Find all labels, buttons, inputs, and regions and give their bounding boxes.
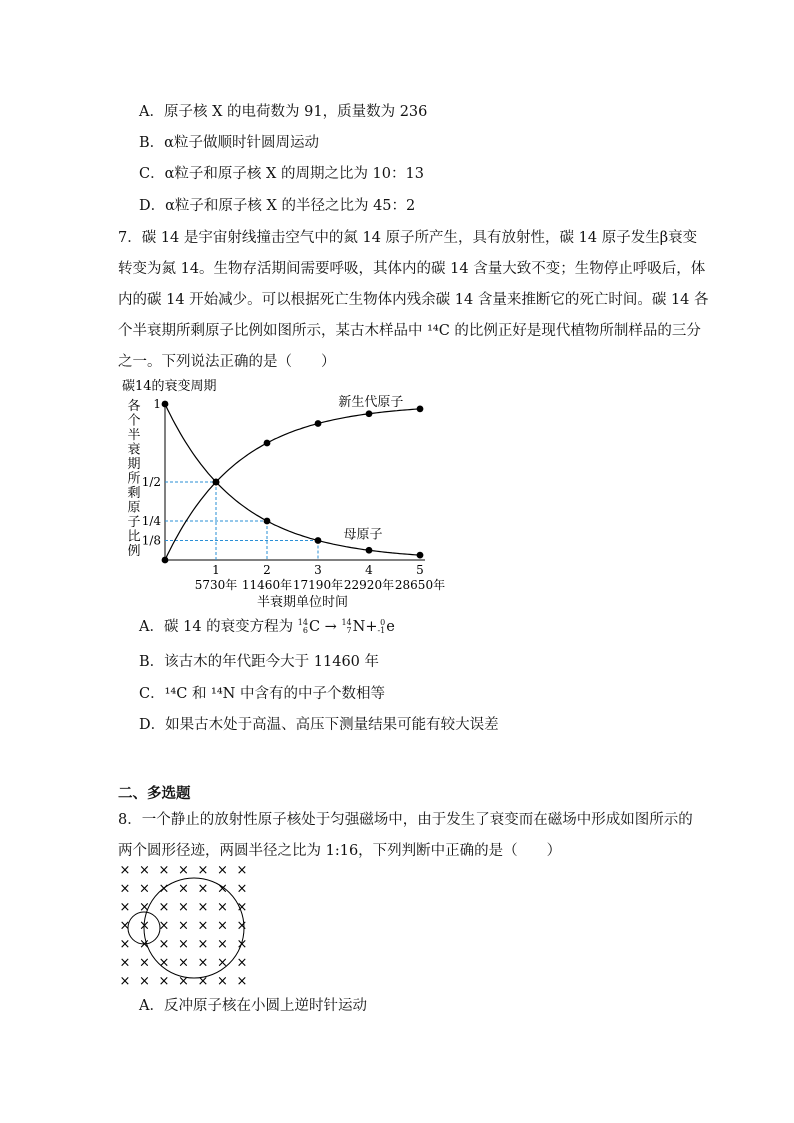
x-year-label: 28650年 [394, 578, 446, 592]
x-tick-label: 5 [416, 563, 424, 577]
field-cross: × [197, 974, 209, 989]
y-tick-label: 1/8 [141, 533, 161, 548]
x-year-label: 22920年 [343, 578, 395, 592]
field-cross: × [236, 974, 248, 989]
y-label-char: 原 [127, 500, 141, 516]
field-cross: × [217, 937, 228, 952]
field-cross: × [236, 900, 248, 915]
field-cross: × [197, 863, 209, 878]
q7-stem-line-2: 转变为氮 14。生物存活期间需要呼吸，其体内的碳 14 含量大致不变；生物停止呼吸后，体 [118, 261, 706, 277]
q6-option-d: D．α粒子和原子核 X 的半径之比为 45：2 [139, 198, 416, 214]
y-label-char: 所 [127, 471, 141, 487]
daughter-point [366, 410, 373, 417]
field-cross: × [119, 900, 131, 915]
field-cross: × [217, 863, 228, 878]
parent-point [264, 518, 271, 525]
field-cross: × [217, 900, 228, 915]
daughter-point [315, 420, 322, 427]
chart-title: 碳14的衰变周期 [122, 379, 217, 394]
q7-stem-line-5: 之一。下列说法正确的是（ ） [118, 354, 336, 370]
field-cross: × [119, 955, 131, 971]
field-cross: × [139, 900, 150, 915]
y-label-char: 半 [127, 428, 141, 443]
field-cross: × [178, 863, 189, 878]
field-cross: × [178, 955, 189, 971]
parent-point [417, 552, 424, 559]
parent-point [162, 401, 169, 408]
y-label-char: 期 [127, 457, 141, 472]
field-cross: × [178, 881, 189, 897]
daughter-point [213, 479, 220, 486]
y-label-char: 个 [127, 413, 141, 429]
section-title: 二、多选题 [118, 785, 191, 802]
y-tick-label: 1/4 [141, 514, 161, 528]
field-cross: × [158, 974, 170, 989]
q8-stem-line-1: 8．一个静止的放射性原子核处于匀强磁场中，由于发生了衰变而在磁场中形成如图所示的 [118, 812, 693, 828]
field-cross: × [217, 955, 228, 971]
q7-stem-line-3: 内的碳 14 开始减少。可以根据死亡生物体内残余碳 14 含量来推断它的死亡时间。碳 14 各 [118, 292, 709, 308]
daughter-point [162, 557, 169, 564]
field-cross: × [158, 863, 170, 878]
daughter-point [417, 405, 424, 412]
field-cross: × [119, 881, 131, 897]
field-cross: × [139, 937, 150, 952]
y-label-char: 子 [127, 515, 141, 530]
q7-option-a: A．碳 14 的衰变方程为 14 6 C → 14 7 N+ 0 -1 e [139, 618, 395, 635]
parent-point [366, 547, 373, 554]
field-cross: × [236, 955, 248, 971]
y-label-char: 衰 [127, 442, 141, 458]
field-cross: × [236, 863, 248, 878]
x-year-label: 11460年 [241, 578, 293, 592]
x-tick-label: 3 [314, 563, 322, 577]
field-cross: × [197, 881, 209, 897]
q7-option-d: D．如果古木处于高温、高压下测量结果可能有较大误差 [139, 717, 499, 733]
field-crosses [120, 863, 248, 989]
field-cross: × [197, 955, 209, 971]
field-cross: × [158, 955, 170, 971]
field-cross: × [236, 881, 248, 897]
field-cross: × [119, 863, 131, 878]
q7-option-b: B．该古木的年代距今大于 11460 年 [139, 654, 380, 670]
x-year-label: 17190年 [292, 578, 344, 592]
field-cross: × [197, 937, 209, 952]
field-cross: × [158, 918, 170, 934]
field-cross: × [119, 937, 131, 952]
field-cross: × [139, 955, 150, 971]
field-cross: × [158, 881, 170, 897]
x-year-label: 5730年 [194, 578, 238, 592]
field-cross: × [139, 863, 150, 878]
q7-stem-line-1: 7．碳 14 是宇宙射线撞击空气中的氮 14 原子所产生，具有放射性，碳 14 原子发生β衰变 [118, 230, 698, 246]
field-cross: × [158, 900, 170, 915]
x-tick-label: 2 [263, 563, 271, 577]
field-cross: × [178, 937, 189, 952]
field-cross: × [178, 900, 189, 915]
y-label-char: 例 [127, 544, 141, 559]
field-cross: × [119, 974, 131, 989]
field-cross: × [197, 900, 209, 915]
field-cross: × [139, 881, 150, 897]
x-axis-label: 半衰期单位时间 [256, 595, 349, 610]
x-tick-label: 1 [212, 563, 220, 577]
magnetic-field-diagram [110, 862, 260, 990]
field-cross: × [178, 918, 189, 934]
q6-option-b: B．α粒子做顺时针圆周运动 [139, 135, 319, 151]
x-tick-label: 4 [365, 563, 373, 577]
q8-option-a: A．反冲原子核在小圆上逆时针运动 [139, 998, 367, 1014]
y-label-char: 比 [127, 529, 141, 545]
q8-stem-line-2: 两个圆形径迹，两圆半径之比为 1:16，下列判断中正确的是（ ） [118, 843, 562, 859]
q7-option-c: C．¹⁴C 和 ¹⁴N 中含有的中子个数相等 [139, 686, 385, 702]
field-cross: × [139, 974, 150, 989]
c14-decay-chart [110, 376, 470, 611]
q6-option-c: C．α粒子和原子核 X 的周期之比为 10：13 [139, 166, 424, 182]
field-cross: × [178, 974, 189, 989]
field-cross: × [158, 937, 170, 952]
field-cross: × [217, 974, 228, 989]
q6-option-a: A．原子核 X 的电荷数为 91，质量数为 236 [139, 104, 428, 120]
y-tick-label: 1/2 [141, 475, 161, 489]
field-cross: × [139, 918, 150, 934]
y-tick-label: 1 [153, 397, 161, 411]
y-axis-label [127, 398, 140, 559]
decay-equation: 14 6 C → 14 7 N+ 0 -1 e [297, 618, 395, 635]
y-label-char: 各 [127, 399, 141, 414]
field-cross: × [217, 918, 228, 934]
q7-stem-line-4: 个半衰期所剩原子比例如图所示，某古木样品中 ¹⁴C 的比例正好是现代植物所制样品的三分 [118, 323, 701, 339]
field-cross: × [197, 918, 209, 934]
legend-daughter: 新生代原子 [338, 395, 404, 410]
daughter-point [264, 440, 271, 447]
field-cross: × [236, 937, 248, 952]
field-cross: × [217, 881, 228, 897]
parent-point [315, 537, 322, 544]
field-cross: × [236, 918, 248, 934]
legend-parent: 母原子 [343, 527, 383, 543]
field-cross: × [119, 918, 131, 934]
y-label-char: 剩 [127, 486, 141, 501]
